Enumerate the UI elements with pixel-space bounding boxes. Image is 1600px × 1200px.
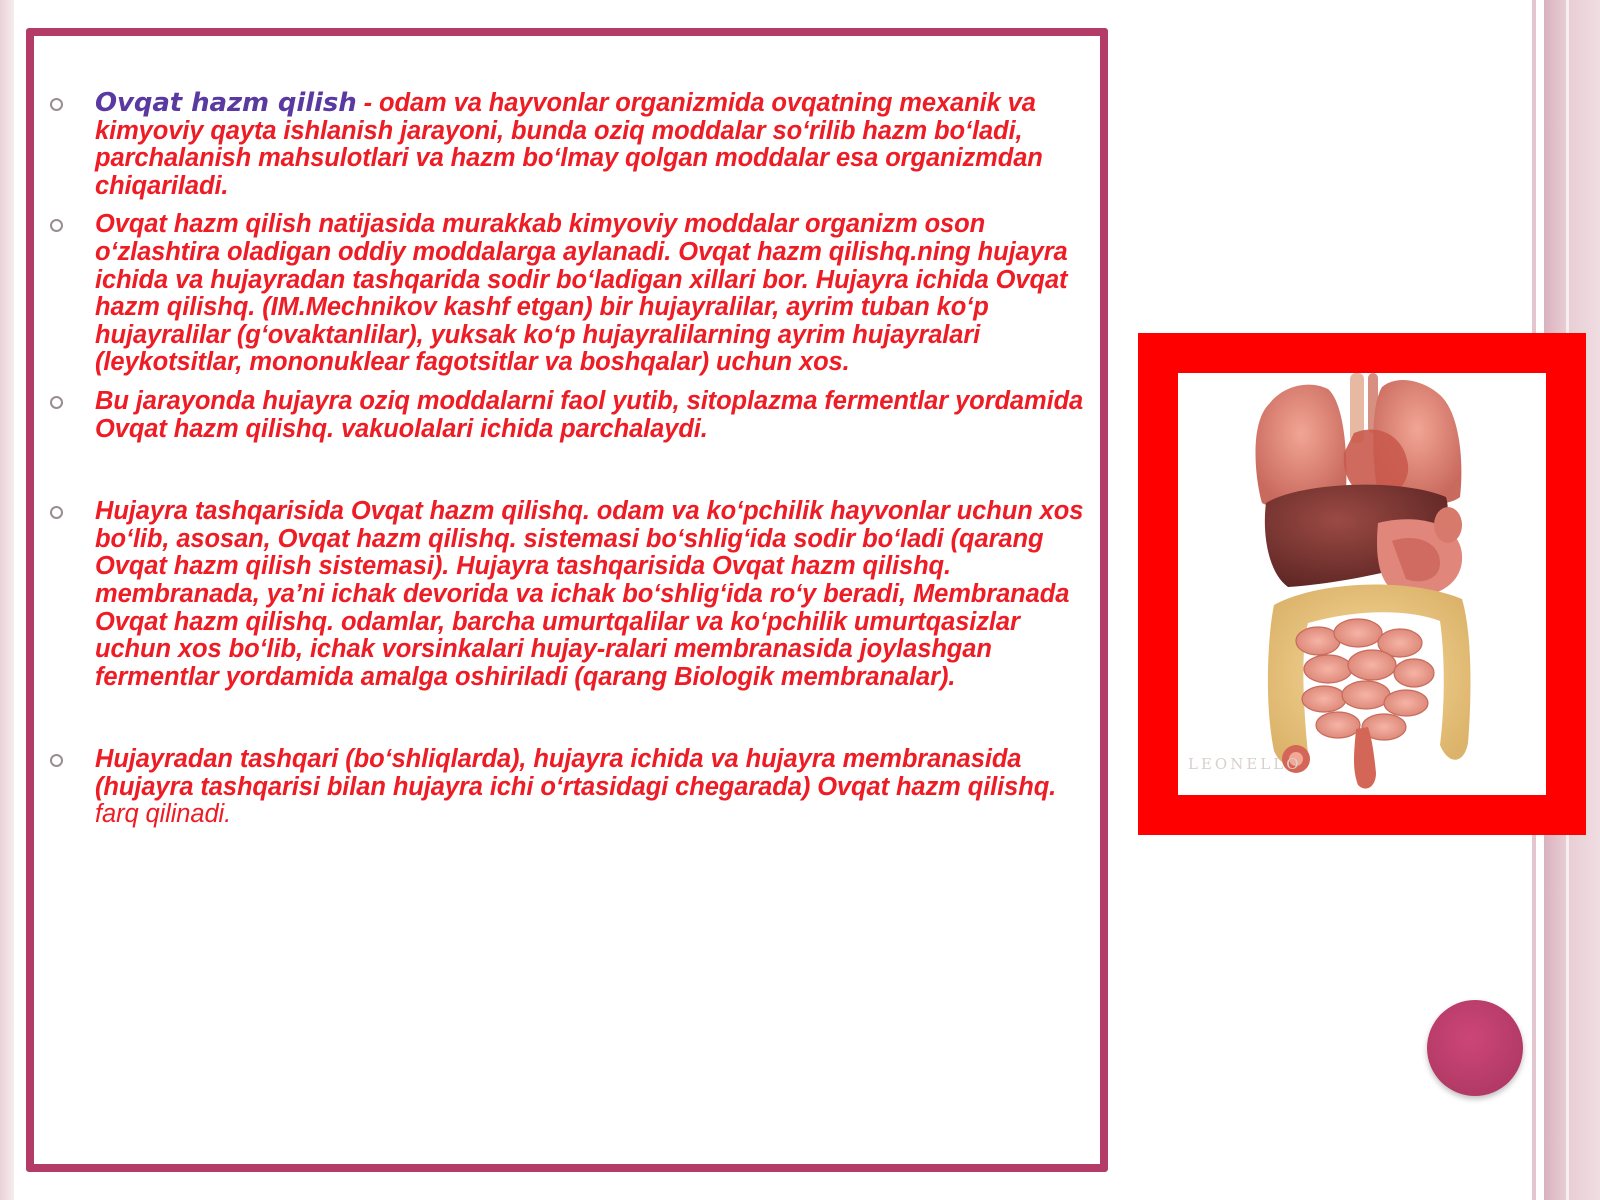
bullet-text: Hujayradan tashqari (bo‘shliqlarda), hujayra ichida va hujayra membranasida (hujayra tashqarisi bilan hujayra ichi o‘rtasidagi chegarada) Ovqat hazm qilishq. xyxy=(95,745,1057,801)
bullet-marker-icon xyxy=(50,396,63,409)
bullet-text: Bu jarayonda hujayra oziq moddalarni faol yutib, sitoplazma fermentlar yordamida Ovqat hazm qilishq. vakuolalari ichida parchalaydi. xyxy=(95,386,1084,443)
bullet-term: Ovqat hazm qilish xyxy=(95,88,357,118)
bullet-text: - odam va hayvonlar organizmida ovqatning mexanik va kimyoviy qayta ishlanish jarayoni, bunda oziq moddalar so‘rilib hazm bo‘ladi, parchalanish mahsulotlari va hazm bo‘lmay qolgan moddalar esa organizmdan chiqariladi. xyxy=(95,89,1043,200)
digestive-organs-image xyxy=(1178,373,1546,795)
bullet-marker-icon xyxy=(50,754,63,767)
bullet-item xyxy=(48,388,1098,443)
bullet-tail-text: farq qilinadi. xyxy=(95,800,232,829)
image-frame xyxy=(1138,333,1586,835)
bullet-item xyxy=(48,498,1098,691)
decorative-circle xyxy=(1427,1000,1523,1096)
bullet-item xyxy=(48,211,1098,377)
digestive-organs-illustration xyxy=(1178,373,1546,795)
bullet-marker-icon xyxy=(50,98,63,111)
bullet-item xyxy=(48,746,1098,829)
left-edge-decoration xyxy=(0,0,14,1200)
bullet-marker-icon xyxy=(50,506,63,519)
bullet-marker-icon xyxy=(50,219,63,232)
bullet-text: Ovqat hazm qilish natijasida murakkab kimyoviy moddalar organizm oson o‘zlashtira oladigan oddiy moddalarga aylanadi. Ovqat hazm qilishq.ning hujayra ichida va hujayradan tashqarida sodir bo‘ladigan xillari bor. Hujayra ichida Ovqat hazm qilishq. (IM.Mechnikov kashf etgan) bir hujayralilar, ayrim tuban ko‘p hujayralilar (g‘ovaktanlilar), yuksak ko‘p hujayralilarning ayrim hujayralari (leykotsitlar, mononuklear fagotsitlar va boshqalar) uchun xos. xyxy=(95,210,1068,377)
bullet-list xyxy=(48,86,1098,829)
image-watermark: LEONELLO xyxy=(1188,755,1302,773)
bullet-text: Hujayra tashqarisida Ovqat hazm qilishq. odam va ko‘pchilik hayvonlar uchun xos bo‘lib, asosan, Ovqat hazm qilishq. sistemasi bo‘shlig‘ida sodir bo‘ladi (qarang Ovqat hazm qilish sistemasi). Hujayra tashqarisida Ovqat hazm qilishq. membranada, ya’ni ichak devorida va ichak bo‘shlig‘ida ro‘y beradi, Membranada Ovqat hazm qilishq. odamlar, barcha umurtqalilar va ko‘pchilik umurtqasizlar uchun xos bo‘lib, ichak vorsinkalari hujay-ralari membranasida joylashgan fermentlar yordamida amalga oshiriladi (qarang Biologik membranalar). xyxy=(95,497,1084,691)
bullet-item xyxy=(48,90,1098,200)
